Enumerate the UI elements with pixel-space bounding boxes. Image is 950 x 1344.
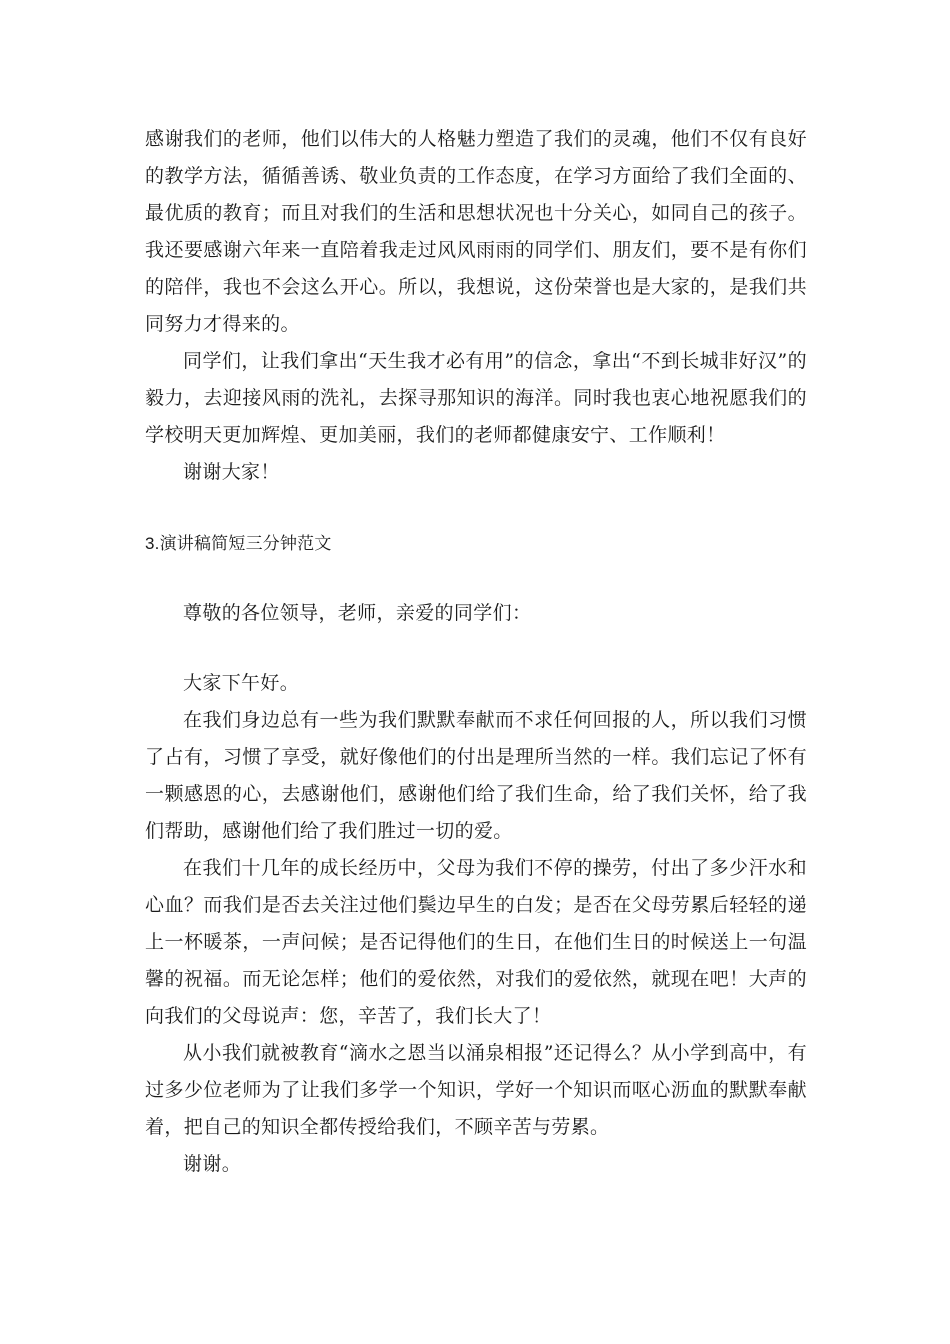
document-body — [145, 121, 807, 1183]
section-heading: 3.演讲稿简短三分钟范文 — [145, 534, 332, 553]
closing-paragraph: 同学们，让我们拿出“天生我才必有用”的信念，拿出“不到长城非好汉”的毅力，去迎接风雨的洗礼，去探寻那知识的海洋。同时我也衷心地祝愿我们的学校明天更加辉煌、更加美丽，我们的老师都健康安宁、工作顺利！ — [145, 350, 807, 446]
continuation-paragraph: 感谢我们的老师，他们以伟大的人格魅力塑造了我们的灵魂，他们不仅有良好的教学方法，循循善诱、敬业负责的工作态度，在学习方面给了我们全面的、最优质的教育；而且对我们的生活和思想状况也十分关心，如同自己的孩子。我还要感谢六年来一直陪着我走过风风雨雨的同学们、朋友们，要不是有你们的陪伴，我也不会这么开心。所以，我想说，这份荣誉也是大家的，是我们共同努力才得来的。 — [145, 128, 807, 335]
salutation: 尊敬的各位领导，老师，亲爱的同学们： — [183, 602, 532, 624]
thanks-line: 谢谢。 — [183, 1153, 242, 1175]
body-paragraph: 在我们身边总有一些为我们默默奉献而不求任何回报的人，所以我们习惯了占有，习惯了享受，就好像他们的付出是理所当然的一样。我们忘记了怀有一颗感恩的心，去感谢他们，感谢他们给了我们生命，给了我们关怀，给了我们帮助，感谢他们给了我们胜过一切的爱。 — [145, 709, 807, 842]
body-paragraph: 从小我们就被教育“滴水之恩当以涌泉相报”还记得么？从小学到高中，有过多少位老师为了让我们多学一个知识，学好一个知识而呕心沥血的默默奉献着，把自己的知识全都传授给我们，不顾辛苦与劳累。 — [145, 1042, 807, 1138]
body-paragraph: 在我们十几年的成长经历中，父母为我们不停的操劳，付出了多少汗水和心血？而我们是否去关注过他们鬓边早生的白发；是否在父母劳累后轻轻的递上一杯暖茶，一声问候；是否记得他们的生日，在他们生日的时候送上一句温馨的祝福。而无论怎样；他们的爱依然，对我们的爱依然，就现在吧！大声的向我们的父母说声：您，辛苦了，我们长大了！ — [145, 857, 807, 1027]
greeting: 大家下午好。 — [183, 672, 300, 694]
thanks-line: 谢谢大家！ — [183, 461, 280, 483]
